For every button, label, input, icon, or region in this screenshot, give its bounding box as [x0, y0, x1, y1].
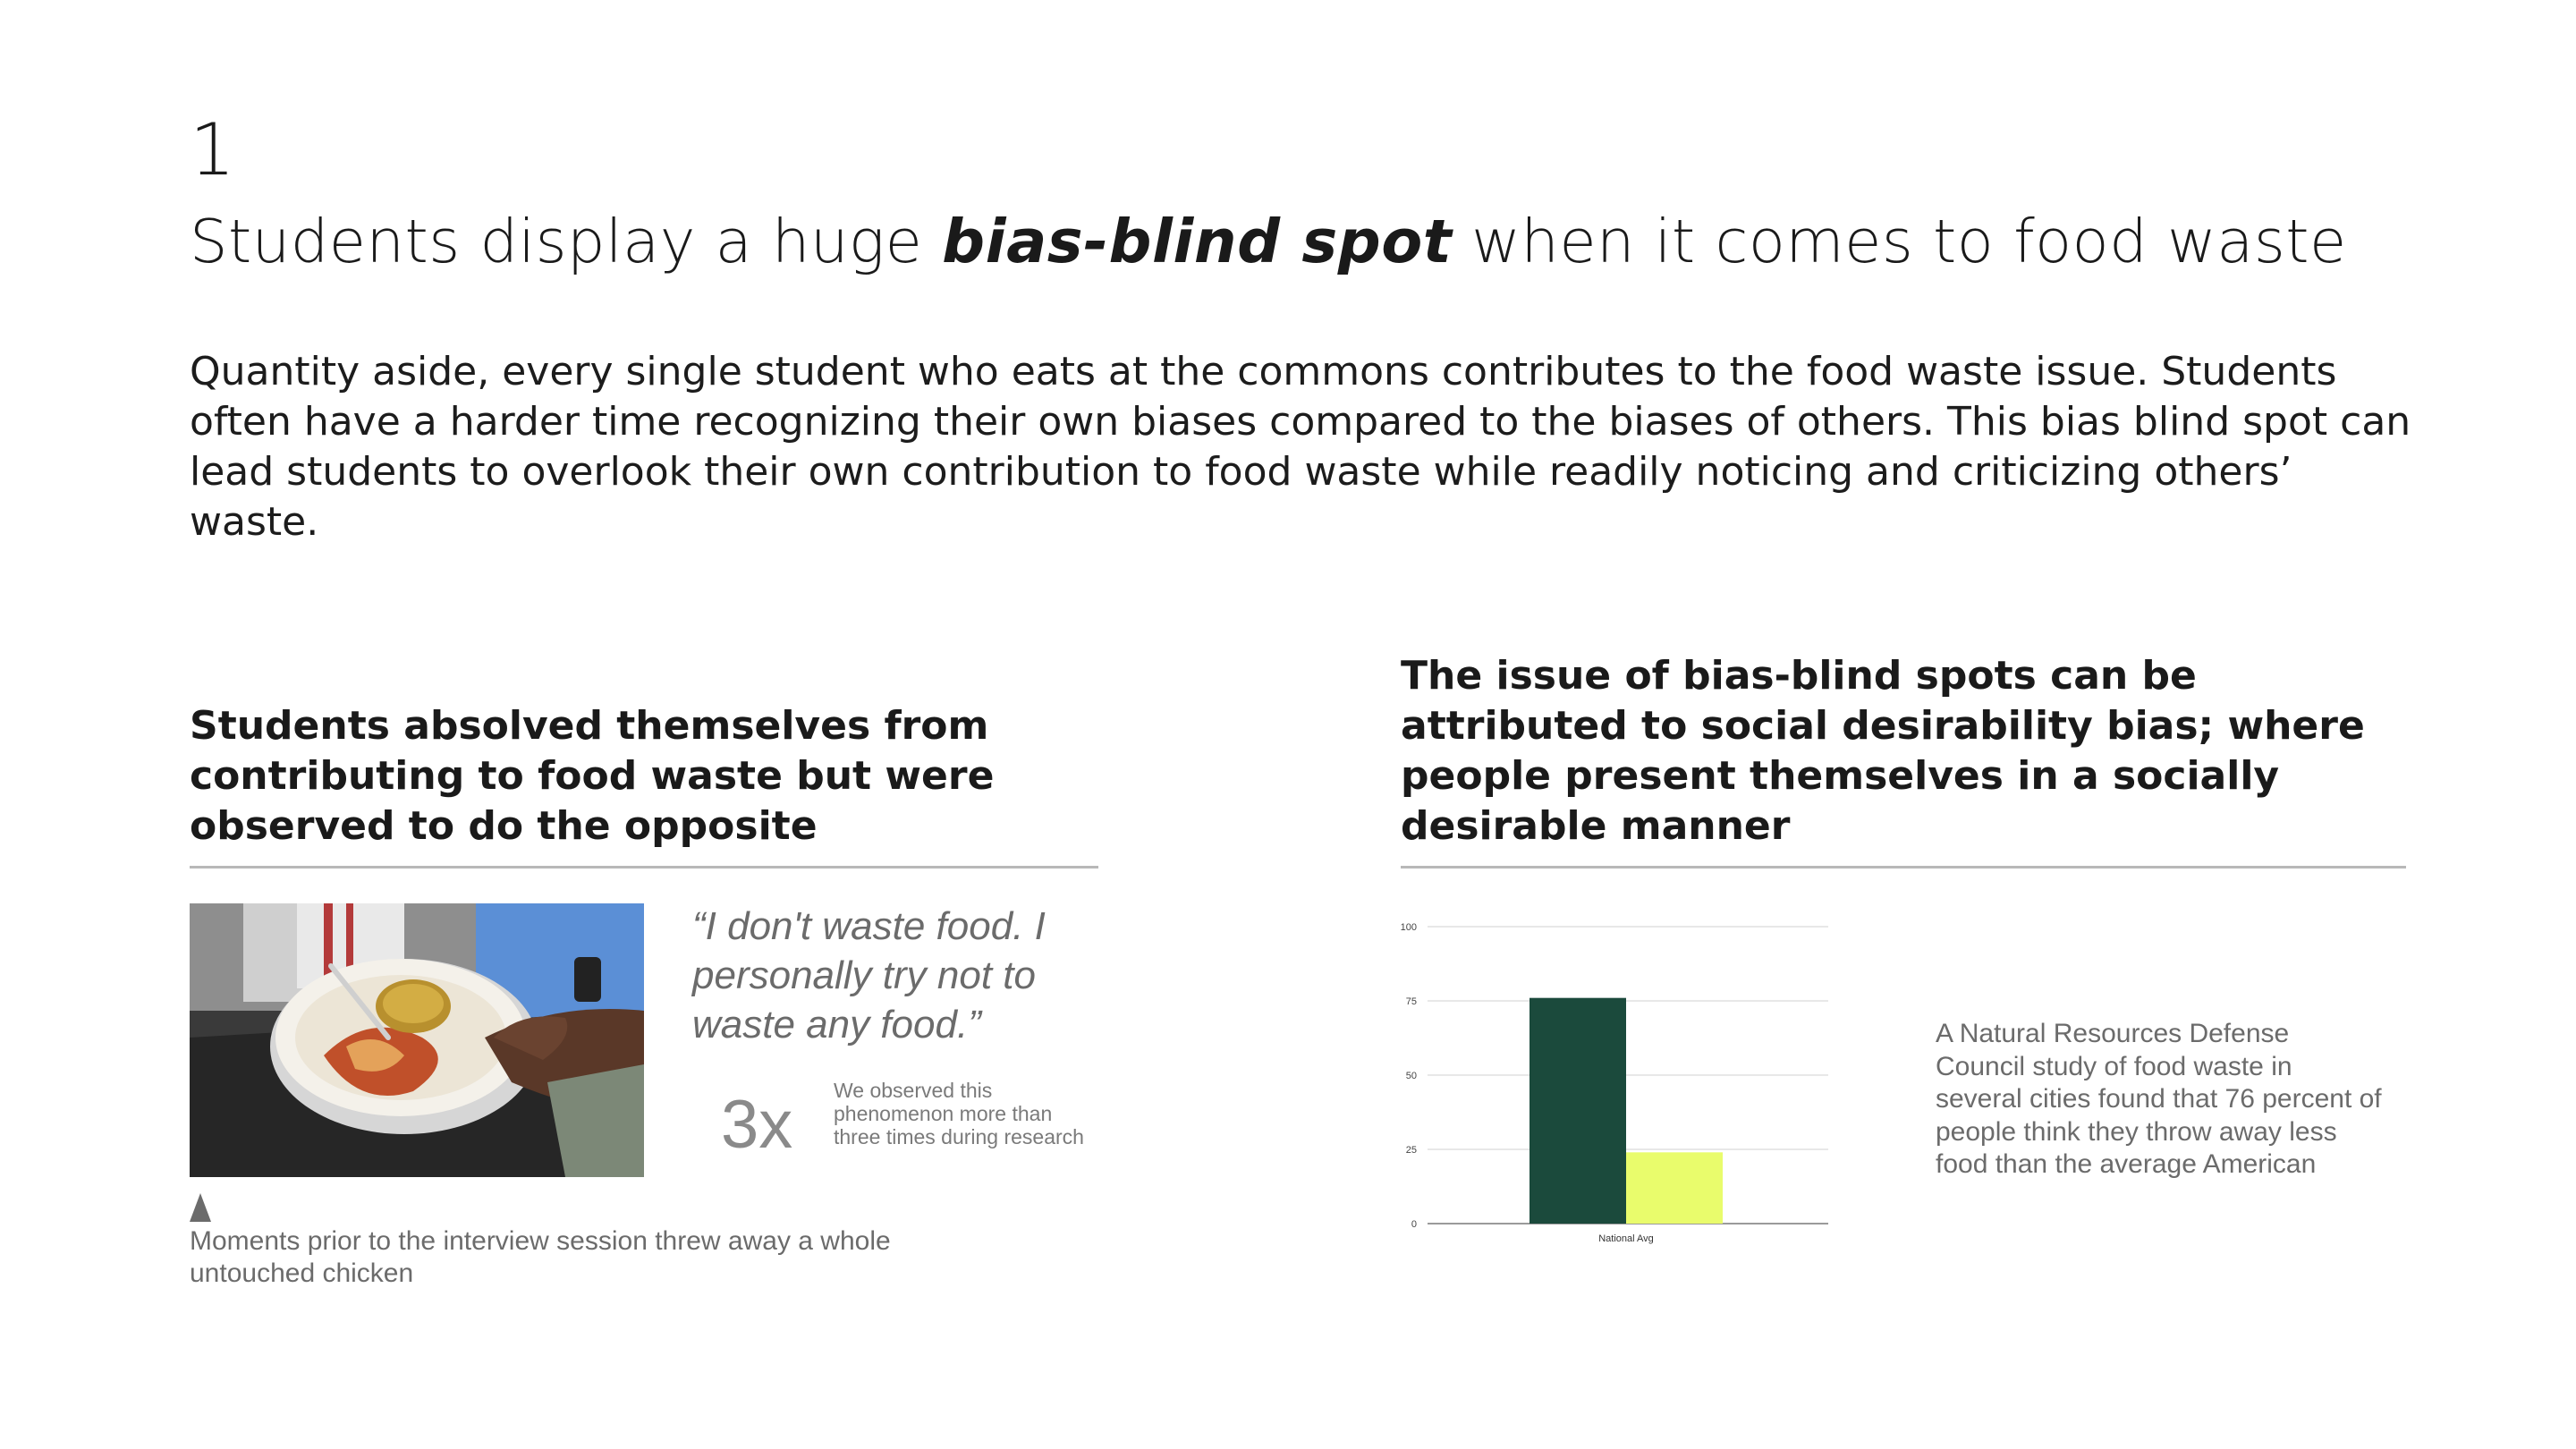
triangle-up-icon	[190, 1193, 211, 1222]
y-tick-label: 100	[1400, 922, 1417, 933]
y-tick-label: 0	[1411, 1219, 1417, 1230]
y-tick-label: 25	[1405, 1145, 1417, 1156]
title-tail: when it comes to food waste	[1452, 207, 2347, 276]
photo-caption: Moments prior to the interview session threw away a whole untouched chicken	[190, 1226, 891, 1288]
bar-light	[1626, 1152, 1723, 1224]
bar-dark	[1530, 998, 1626, 1224]
stat-note: We observed this phenomenon more than three times during research	[834, 1079, 1084, 1148]
x-tick-label: National Avg	[1598, 1233, 1654, 1244]
slide-title	[190, 208, 2347, 276]
student-quote: “I don't waste food. I personally try not to waste any food.”	[692, 904, 1046, 1046]
right-divider	[1401, 866, 2406, 869]
food-photo	[190, 903, 644, 1177]
title-lead: Students display a huge	[190, 207, 943, 276]
left-divider	[190, 866, 1098, 869]
stat-value: 3x	[721, 1087, 793, 1163]
left-heading: Students absolved themselves from contributing to food waste but were observed to do the opposite	[190, 703, 995, 849]
title-emphasis: bias-blind spot	[942, 207, 1453, 276]
y-tick-label: 50	[1405, 1071, 1417, 1081]
y-tick-label: 75	[1405, 996, 1417, 1007]
slide-number: 1	[190, 108, 235, 191]
bar-chart	[1395, 903, 1843, 1261]
nrdc-note: A Natural Resources Defense Council study of food waste in several cities found that 76 percent of people think they throw away less food than the average American	[1936, 1019, 2382, 1179]
intro-paragraph: Quantity aside, every single student who eats at the commons contributes to the food waste issue. Students often have a harder time recognizing their own biases compared to the biases of others. This bias blind spot can lead students to overlook their own contribution to food waste while readily noticing and criticizing others’ waste.	[190, 349, 2411, 545]
right-heading: The issue of bias-blind spots can be attributed to social desirability bias; where people present themselves in a socially desirable manner	[1401, 653, 2365, 849]
